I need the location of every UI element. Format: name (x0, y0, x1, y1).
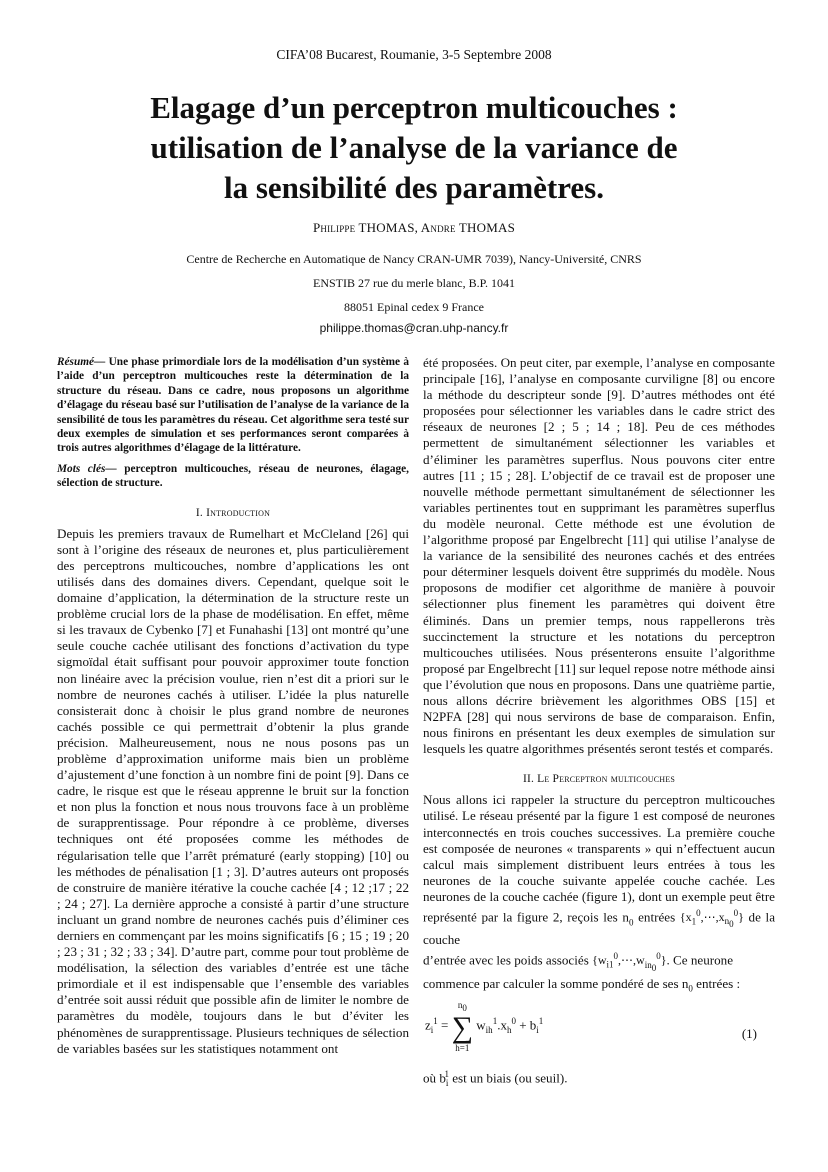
section-heading-introduction: I. Introduction (195, 506, 271, 519)
abstract (57, 355, 409, 456)
left-column (57, 355, 409, 1057)
abstract-text: Une phase primordiale lors de la modélisation d’un système à l’aide d’un perceptron multicouches reste la détermination de la structure du réseau. Dans ce cadre, nous proposons un algorithme d’élagage du réseau basé sur l’utilisation de l’analyse de la variance de la sensibilité de tous les paramètres du réseau. Cet algorithme sera testé sur deux exemples de simulation et ses performances seront comparées à trois autres algorithmes d’élagage de la littérature. (57, 356, 409, 455)
bias-sentence: où $b_i^1$ est un biais (ou seuil). (423, 1069, 568, 1089)
weighted-sum-formula: $z_i^1$ = $n_0$ ∑ h=1 $w_{ih}^1.x_h^0 + b_i^1$ (425, 1000, 544, 1054)
conference-header: CIFA’08 Bucarest, Roumanie, 3-5 Septembre 2008 (276, 47, 552, 62)
right-column (423, 355, 775, 1091)
affiliation-line-1: Centre de Recherche en Automatique de Nancy CRAN-UMR 7039), Nancy-Université, CNRS (186, 252, 642, 266)
keywords-label: Mots clés— (57, 462, 117, 475)
input-vector-math: $\{x_1^0,\cdots,x_{n_0}^0\}$ (679, 908, 744, 930)
paper-title (0, 88, 828, 208)
abstract-label: Résumé— (57, 356, 106, 368)
introduction-paragraph: Depuis les premiers travaux de Rumelhart et McCleland [26] qui sont à l’origine des réseaux de neurones et, plus particulièrement des perceptrons multicouches, nombre d’applications les ont utilisés dans des domaines divers. Cependant, quelque soit le domaine d’application, la détermination de la structure reste un problème crucial lors de la phase de modélisation. En effet, même si les travaux de Cybenko [7] et Funahashi [13] ont montré qu’une seule couche cachée utilisant des fonctions d’activation du type sigmoïdal était suffisant pour pouvoir approximer toute fonction non linéaire avec la précision voulue, rien n’est dit a priori sur le nombre de neurones cachés à utiliser. L’idée la plus naturelle consisterait donc à choisir le plus grand nombre de neurones cachés possible ce qui permettrait d’obtenir la plus grande précision. Malheureusement, nous ne nous posons pas un problème d’approximation uniforme mais bien un problème d’ajustement d’une fonction à un nombre fini de point [9]. Dans ce cadre, le risque est que le réseau apprenne le bruit sur la fonction et non plus la fonction et nous nous trouvons face à un problème de surapprentissage. Pour répondre à ce problème, diverses techniques ont été proposées comme les méthodes de régularisation telle que l’arrêt prématuré (early stopping) [10] ou les méthodes de pénalisation [1 ; 3]. D’autres auteurs ont proposés de construire de manière itérative la couche cachée [4 ; 12 ;17 ; 22 ; 24 ; 27]. La dernière approche a consisté à partir d’une structure incluant un grand nombre de neurones cachés puis d’éliminer ces derniers en commençant par les moins significatifs [6 ; 15 ; 19 ; 20 ; 23 ; 31 ; 32 ; 33 ; 34]. D’autre part, comme pour tout problème de modélisation, la sélection des variables d’entrée est une tâche primordiale et il est indispensable que l’ensemble des variables d’entrée soit aussi réduit que possible afin de limiter le nombre de paramètres du modèle, toujours dans le but d’éviter les phénomènes de surapprentissage. Plusieurs techniques de sélection de variables basées sur les statistiques notamment ont (57, 525, 409, 1056)
introduction-paragraph-continued: été proposées. On peut citer, par exemple, l’analyse en composante principale [16], l’analyse en composante curviligne [8] ou encore la méthode du descripteur sonde [9]. D’autres méthodes ont été proposées pour sélectionner les variables dans le cadre strict des réseaux de neurones [2 ; 5 ; 14 ; 18]. Peu de ces méthodes permettent de simultanément sélectionner les variables et d’éliminer les paramètres superflus. Nous pouvons citer entre autres [11 ; 15 ; 28]. L’objectif de ce travail est de proposer une nouvelle méthode permettant simultanément de sélectionner les variables pertinentes tout en supprimant les paramètres superflus du modèle neuronal. Cette méthode est une évolution de l’algorithme proposé par Engelbrecht [11] qui utilise l’analyse de la variance de la sensibilité des neurones cachés et des entrées pour déterminer lesquels doivent être supprimés du modèle. Nous proposons de modifier cet algorithme de manière à pouvoir sélectionner plus finement les paramètres qui doivent être éliminés. Dans un premier temps, nous rappellerons très succinctement la structure et les notations du perceptron multicouches utilisées. Nous présenterons ensuite l’algorithme proposé par Engelbrecht [11] sur lequel repose notre méthode ainsi que l’évolution que nous en proposons. Dans une quatrième partie, nous allons décrire brièvement les algorithmes OBS [15] et N2PFA [28] qui nous servirons de base de comparaison. Enfin, nous finirons en présentant les deux exemples de simulation sur lesquels les quatre algorithmes présentés seront testés et comparés. (423, 355, 775, 757)
title-line-2: utilisation de l’analyse de la variance de (150, 130, 678, 165)
section-heading-perceptron: II. Le Perceptron multicouches (522, 773, 676, 786)
author-email[interactable]: philippe.thomas@cran.uhp-nancy.fr (319, 321, 509, 335)
perceptron-paragraph: Nous allons ici rappeler la structure du perceptron multicouches utilisé. Le réseau présenté par la figure 1 est composé de neurones interconnectés en trois couches successives. La première couche est composée de neurones « transparents » qui n’effectuent aucun calcul mais simplement distribuent leurs entrées à tous les neurones de la couche suivante appelée couche cachée. Les neurones de la couche cachée (figure 1), dont un exemple peut être représenté par la figure 2, reçois les $n_0$ entrées $\{x_1^0,\cdots,x_{n_0}^0\}$ de la couche d’entrée avec les poids associés $\{w_{i1}^0,\cdots,w_{in_0}^0\}$. Ce neurone commence par calculer la somme pondéré de ses $n_0$ entrées : (423, 792, 776, 994)
affiliation-line-2: ENSTIB 27 rue du merle blanc, B.P. 1041 (313, 276, 515, 290)
keywords (57, 462, 409, 491)
authors: Philippe THOMAS, Andre THOMAS (312, 220, 516, 235)
equation-1 (423, 1000, 775, 1066)
affiliation-line-3: 88051 Epinal cedex 9 France (344, 300, 484, 314)
weights-vector-math: $\{w_{i1}^0,\cdots,w_{in_0}^0\}$ (592, 951, 667, 973)
keywords-text: perceptron multicouches, réseau de neurones, élagage, sélection de structure. (57, 462, 409, 490)
equation-number: (1) (741, 1026, 757, 1042)
title-line-3: la sensibilité des paramètres. (223, 170, 604, 205)
title-line-1: Elagage d’un perceptron multicouches : (150, 90, 678, 125)
